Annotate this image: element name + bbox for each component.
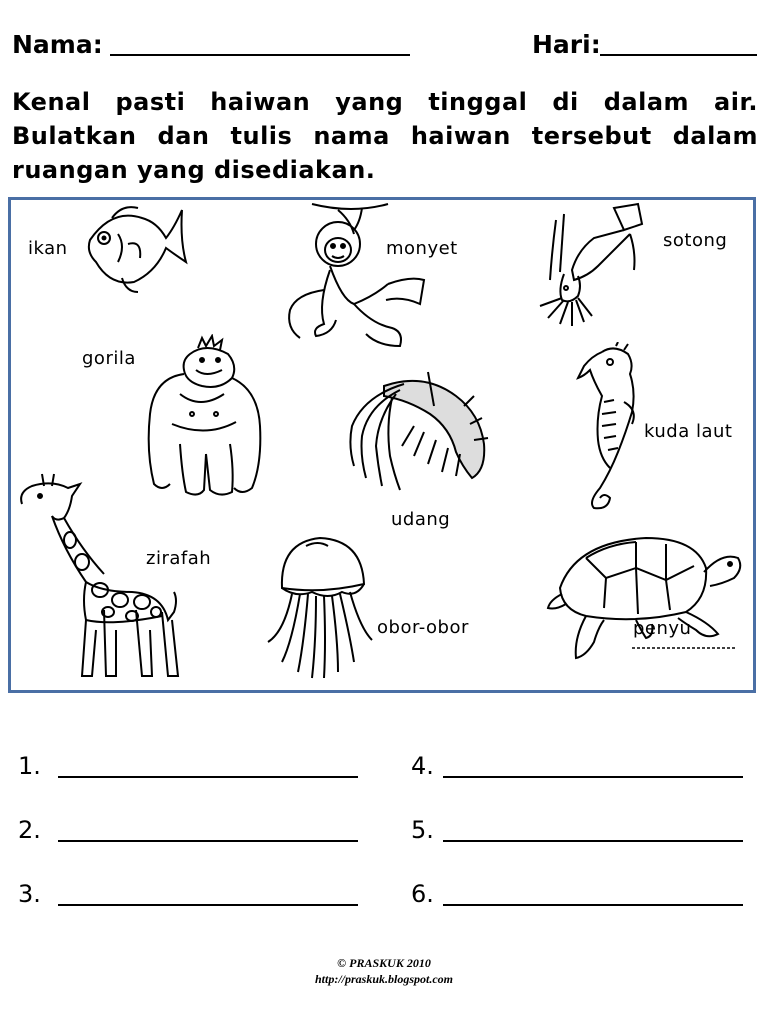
answer-number-6: 6. [411, 880, 434, 908]
footer-copyright: © PRASKUK 2010 [337, 956, 431, 970]
answer-number-2: 2. [18, 816, 41, 844]
label-gorila: gorila [82, 348, 136, 369]
label-obor-obor: obor-obor [377, 617, 469, 638]
turtle-icon[interactable] [546, 528, 746, 668]
answer-line-2[interactable] [58, 840, 358, 842]
day-field[interactable] [600, 54, 757, 56]
label-udang: udang [391, 509, 451, 530]
answer-line-5[interactable] [443, 840, 743, 842]
label-ikan: ikan [28, 238, 68, 259]
label-monyet: monyet [386, 238, 458, 259]
answer-number-4: 4. [411, 752, 434, 780]
label-sotong: sotong [663, 230, 728, 251]
answer-line-4[interactable] [443, 776, 743, 778]
answer-number-3: 3. [18, 880, 41, 908]
shrimp-icon[interactable] [344, 366, 494, 496]
name-field[interactable] [110, 54, 410, 56]
footer-url[interactable]: http://praskuk.blogspot.com [314, 972, 454, 986]
answer-line-1[interactable] [58, 776, 358, 778]
label-penyu: penyu [633, 618, 692, 639]
label-zirafah: zirafah [146, 548, 212, 569]
answer-line-6[interactable] [443, 904, 743, 906]
fish-icon[interactable] [82, 200, 194, 296]
instruction-line-3: ruangan yang disediakan. [12, 156, 376, 184]
instruction-line-2: Bulatkan dan tulis nama haiwan tersebut dalam [12, 122, 758, 150]
answer-number-1: 1. [18, 752, 41, 780]
day-label: Hari: [532, 30, 601, 59]
instruction-line-1: Kenal pasti haiwan yang tinggal di dalam air. [12, 88, 758, 116]
answer-number-5: 5. [411, 816, 434, 844]
answer-line-3[interactable] [58, 904, 358, 906]
jellyfish-icon[interactable] [262, 532, 378, 682]
squid-icon[interactable] [534, 200, 654, 330]
name-label: Nama: [12, 30, 103, 59]
instruction [12, 88, 758, 190]
label-kuda-laut: kuda laut [644, 421, 733, 442]
seahorse-icon[interactable] [574, 342, 644, 512]
giraffe-icon[interactable] [12, 470, 182, 682]
monkey-icon[interactable] [282, 200, 432, 350]
